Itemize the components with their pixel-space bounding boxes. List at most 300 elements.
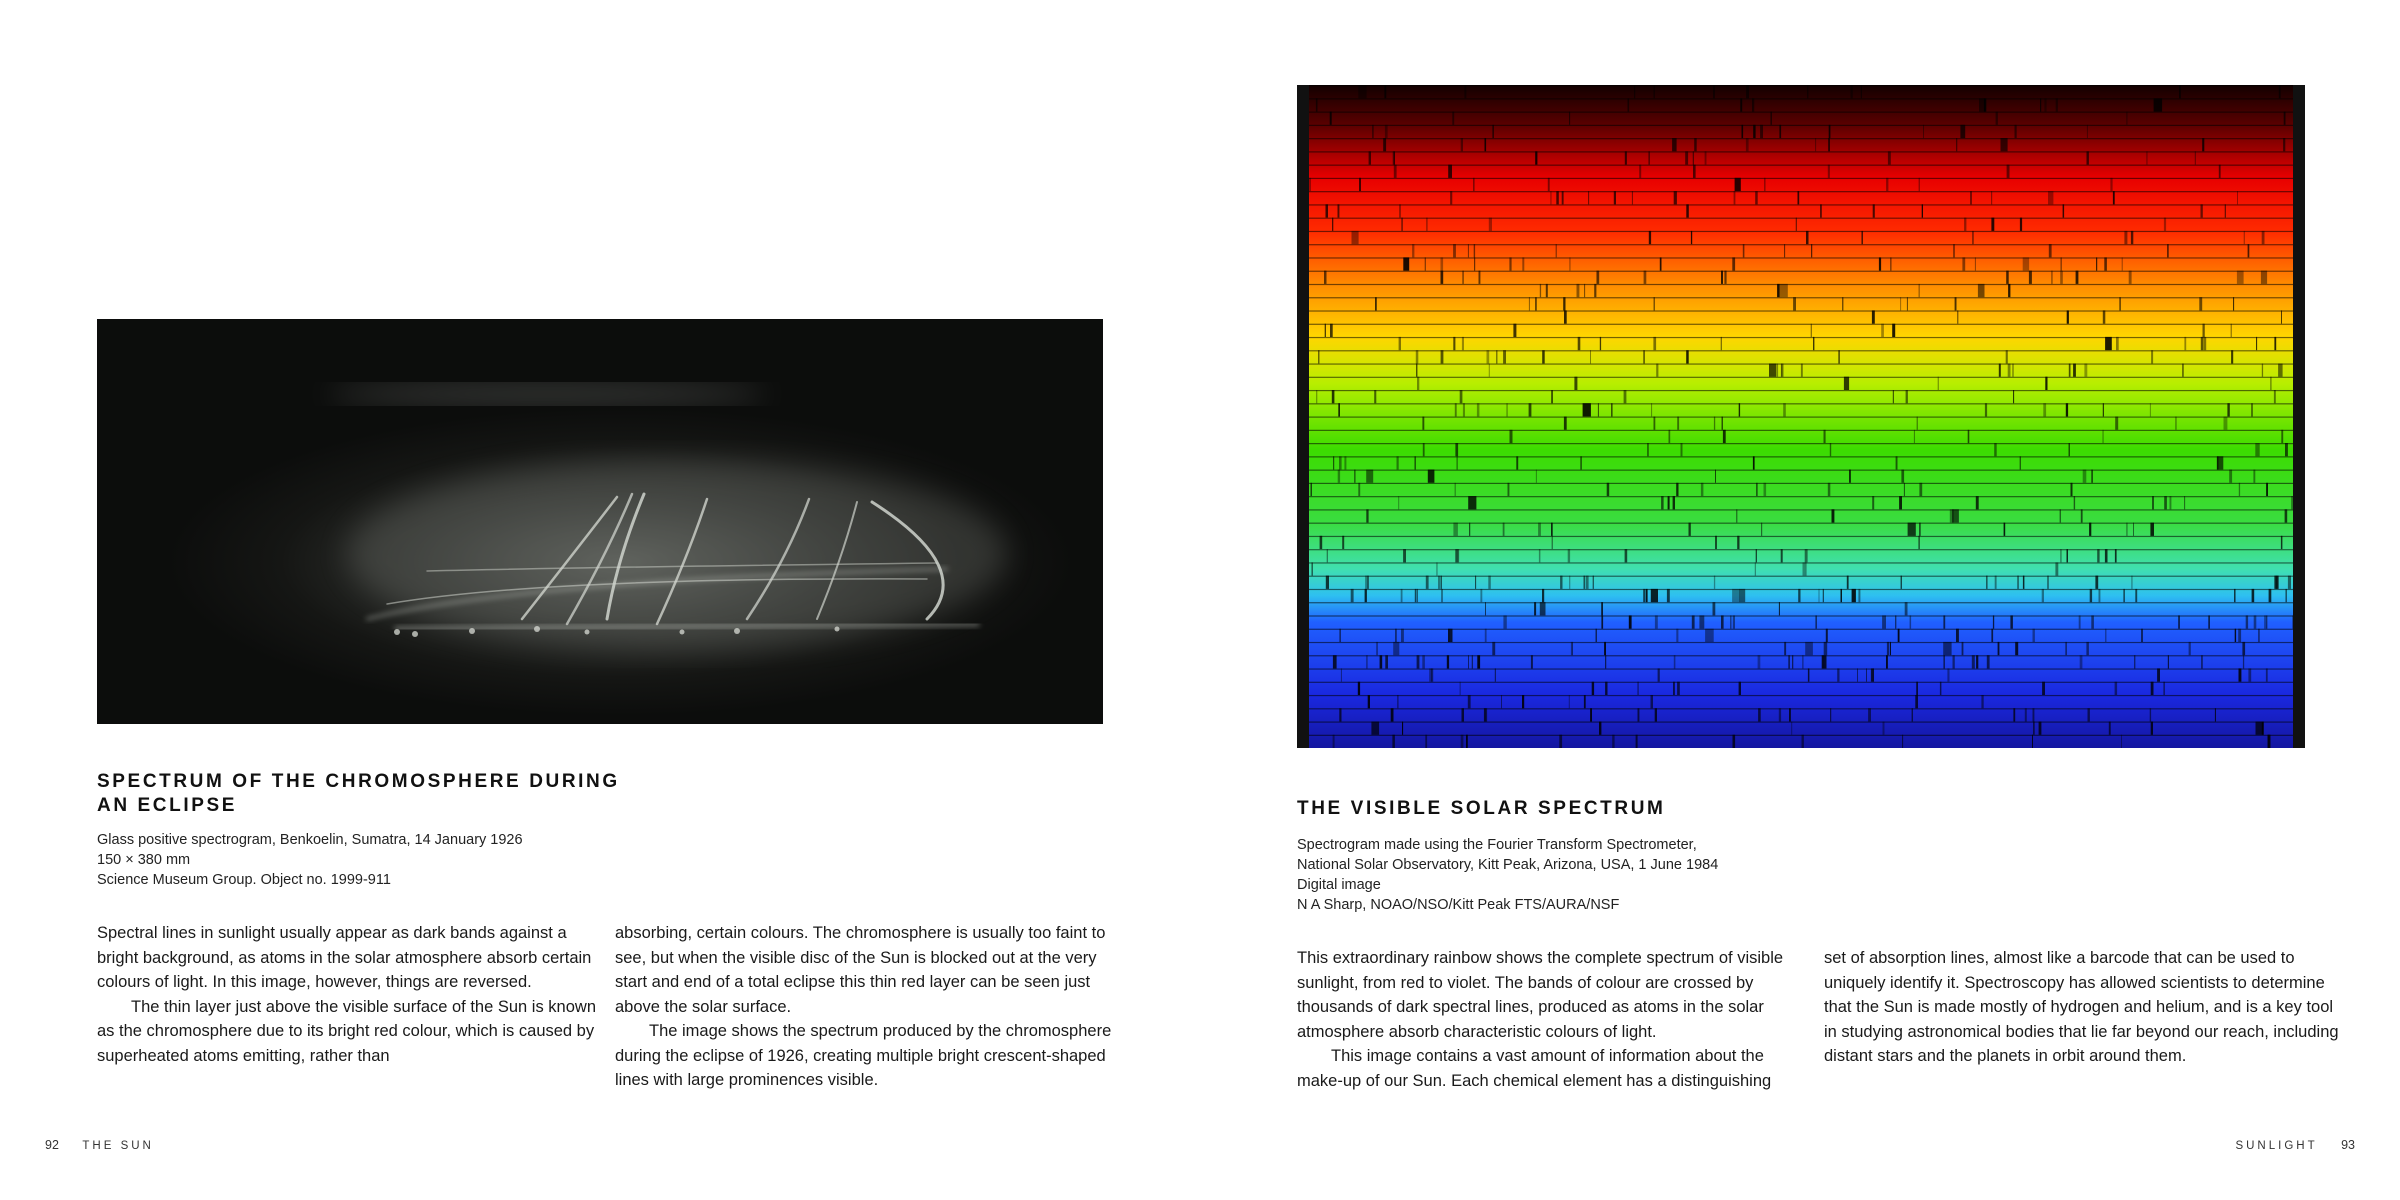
spectrum-absorption-line bbox=[2015, 642, 2018, 655]
spectrum-absorption-line bbox=[1705, 629, 1714, 642]
spectrum-absorption-line bbox=[2270, 377, 2271, 390]
spectrum-absorption-line bbox=[1538, 523, 1541, 536]
spectrum-absorption-line bbox=[1656, 364, 1658, 377]
spectrum-row-separator bbox=[1309, 310, 2293, 311]
spectrum-absorption-line bbox=[1705, 151, 1707, 164]
spectrum-absorption-line bbox=[1584, 284, 1585, 297]
spectrum-absorption-line bbox=[1468, 496, 1476, 509]
spectrum-absorption-line bbox=[1824, 655, 1827, 668]
spectrum-absorption-line bbox=[1912, 708, 1913, 721]
spectrum-absorption-line bbox=[2073, 364, 2076, 377]
spectrum-absorption-line bbox=[2123, 589, 2125, 602]
spectrum-absorption-line bbox=[2151, 722, 2153, 735]
spectrum-absorption-line bbox=[1740, 98, 1742, 111]
spectrum-absorption-line bbox=[2239, 668, 2242, 681]
spectrum-absorption-line bbox=[1380, 655, 1383, 668]
spectrum-absorption-line bbox=[2047, 576, 2048, 589]
spectrum-absorption-line bbox=[2231, 324, 2232, 337]
spectrum-absorption-line bbox=[2060, 257, 2062, 270]
spectrum-absorption-line bbox=[1320, 536, 1323, 549]
spectrum-absorption-line bbox=[1636, 735, 1638, 748]
spectrum-absorption-line bbox=[1496, 350, 1498, 363]
spectrum-absorption-line bbox=[1477, 655, 1480, 668]
spectrum-absorption-line bbox=[1452, 112, 1454, 125]
spectrum-absorption-line bbox=[1397, 456, 1399, 469]
spectrum-absorption-line bbox=[1550, 191, 1551, 204]
spectrum-absorption-line bbox=[1796, 218, 1797, 231]
spectrum-absorption-line bbox=[2023, 257, 2029, 270]
spectrum-absorption-line bbox=[2067, 310, 2069, 323]
spectrum-absorption-line bbox=[1612, 735, 1614, 748]
spectrum-absorption-line bbox=[1919, 178, 1920, 191]
spectrum-absorption-line bbox=[1580, 456, 1582, 469]
spectrum-absorption-line bbox=[1736, 509, 1737, 522]
spectrum-absorption-line bbox=[1917, 417, 1918, 430]
spectrum-absorption-line bbox=[1485, 629, 1487, 642]
spectrum-absorption-line bbox=[1801, 364, 1803, 377]
spectrum-absorption-line bbox=[1578, 337, 1581, 350]
spectrum-absorption-line bbox=[2255, 443, 2259, 456]
spectrum-absorption-line bbox=[1472, 655, 1473, 668]
right-caption-title: THE VISIBLE SOLAR SPECTRUM bbox=[1297, 798, 1666, 819]
spectrum-absorption-line bbox=[1899, 496, 1902, 509]
spectrum-row-separator bbox=[1309, 642, 2293, 643]
spectrum-absorption-line bbox=[2163, 682, 2165, 695]
spectrum-absorption-line bbox=[2045, 377, 2047, 390]
spectrum-absorption-line bbox=[2039, 722, 2042, 735]
spectrum-absorption-line bbox=[1776, 364, 1778, 377]
spectrum-absorption-line bbox=[2008, 284, 2010, 297]
spectrum-absorption-line bbox=[1677, 682, 1680, 695]
spectrum-row-separator bbox=[1309, 297, 2293, 298]
spectrum-absorption-line bbox=[1746, 138, 1749, 151]
spectrum-absorption-line bbox=[2080, 655, 2083, 668]
spectrum-absorption-line bbox=[2154, 98, 2163, 111]
spectrum-row-separator bbox=[1309, 271, 2293, 272]
spectrum-absorption-line bbox=[1764, 483, 1767, 496]
spectrum-absorption-line bbox=[1689, 523, 1691, 536]
spectrum-absorption-line bbox=[1755, 562, 1756, 575]
spectrum-absorption-line bbox=[1333, 655, 1337, 668]
spectrum-absorption-line bbox=[1542, 589, 1544, 602]
spectrum-absorption-line bbox=[1721, 337, 1722, 350]
spectrum-absorption-line bbox=[1448, 165, 1452, 178]
spectrum-row-separator bbox=[1309, 284, 2293, 285]
spectrum-absorption-line bbox=[1462, 708, 1465, 721]
spectrum-absorption-line bbox=[1861, 85, 1862, 98]
spectrum-absorption-line bbox=[2113, 191, 2115, 204]
spectrum-absorption-line bbox=[1340, 629, 1341, 642]
spectrum-absorption-line bbox=[2182, 364, 2183, 377]
spectrum-absorption-line bbox=[2246, 615, 2248, 628]
spectrum-row-separator bbox=[1309, 470, 2293, 471]
spectrum-absorption-line bbox=[1569, 576, 1570, 589]
spectrum-absorption-line bbox=[1832, 509, 1835, 522]
spectrum-absorption-line bbox=[1450, 629, 1452, 642]
spectrum-absorption-line bbox=[2042, 589, 2044, 602]
spectrum-absorption-line bbox=[1915, 695, 1918, 708]
spectrum-absorption-line bbox=[1947, 668, 1949, 681]
spectrum-row-separator bbox=[1309, 125, 2293, 126]
spectrum-absorption-line bbox=[1412, 244, 1414, 257]
spectrum-absorption-line bbox=[1327, 549, 1328, 562]
left-caption-title-line1: SPECTRUM OF THE CHROMOSPHERE DURING bbox=[97, 771, 620, 792]
spectrum-absorption-line bbox=[1423, 443, 1425, 456]
spectrum-absorption-line bbox=[1448, 629, 1450, 642]
spectrum-absorption-line bbox=[1779, 125, 1781, 138]
spectrum-absorption-line bbox=[1686, 204, 1689, 217]
spectrum-absorption-line bbox=[2231, 350, 2233, 363]
spectrum-absorption-line bbox=[1624, 390, 1627, 403]
spectrum-row-separator bbox=[1309, 602, 2293, 603]
left-body-column-1 bbox=[97, 921, 597, 1068]
spectrum-absorption-line bbox=[1824, 430, 1826, 443]
spectrum-absorption-line bbox=[1468, 695, 1471, 708]
spectrum-absorption-line bbox=[1957, 310, 1958, 323]
spectrum-absorption-line bbox=[1324, 271, 1327, 284]
spectrum-absorption-line bbox=[1734, 191, 1736, 204]
spectrum-absorption-line bbox=[1647, 443, 1649, 456]
spectrum-absorption-line bbox=[1873, 204, 1875, 217]
spectrum-absorption-line bbox=[1468, 655, 1469, 668]
spectrum-absorption-line bbox=[1436, 562, 1437, 575]
spectrum-absorption-line bbox=[1975, 257, 1976, 270]
spectrum-absorption-line bbox=[2013, 708, 2015, 721]
spectrum-absorption-line bbox=[2013, 390, 2014, 403]
spectrum-absorption-line bbox=[2151, 350, 2153, 363]
spectrum-absorption-line bbox=[1551, 390, 1553, 403]
spectrum-absorption-line bbox=[2278, 364, 2283, 377]
spectrum-absorption-line bbox=[1791, 722, 1792, 735]
spectrum-absorption-line bbox=[1906, 390, 1908, 403]
spectrum-row-separator bbox=[1309, 257, 2293, 258]
spectrum-row-separator bbox=[1309, 735, 2293, 736]
spectrum-absorption-line bbox=[1968, 430, 1970, 443]
spectrum-absorption-line bbox=[1428, 470, 1435, 483]
spectrum-absorption-line bbox=[2099, 589, 2101, 602]
spectrum-absorption-line bbox=[1480, 589, 1482, 602]
spectrum-absorption-line bbox=[1649, 151, 1650, 164]
spectrum-absorption-line bbox=[1673, 682, 1675, 695]
spectrum-absorption-line bbox=[1995, 576, 1997, 589]
spectrum-absorption-line bbox=[1771, 112, 1772, 125]
spectrum-absorption-line bbox=[1999, 364, 2001, 377]
spectrum-absorption-line bbox=[1660, 257, 1662, 270]
spectrum-absorption-line bbox=[2013, 364, 2014, 377]
spectrum-absorption-line bbox=[1568, 549, 1570, 562]
spectrum-row-separator bbox=[1309, 390, 2293, 391]
spectrum-absorption-line bbox=[2237, 271, 2244, 284]
spectrum-absorption-line bbox=[2170, 496, 2172, 509]
spectrum-absorption-line bbox=[2266, 615, 2267, 628]
spectrum-absorption-line bbox=[2006, 271, 2009, 284]
spectrum-absorption-line bbox=[1503, 615, 1506, 628]
spectrum-absorption-line bbox=[1838, 350, 1840, 363]
spectrum-absorption-line bbox=[2253, 470, 2255, 483]
spectrum-absorption-line bbox=[1596, 629, 1598, 642]
spectrum-absorption-line bbox=[1629, 615, 1632, 628]
spectrum-absorption-line bbox=[2025, 708, 2027, 721]
spectrum-absorption-line bbox=[1391, 708, 1394, 721]
spectrum-absorption-line bbox=[1634, 85, 1635, 98]
spectrum-absorption-line bbox=[1887, 642, 1889, 655]
spectrum-absorption-line bbox=[1426, 576, 1429, 589]
spectrum-row-separator bbox=[1309, 191, 2293, 192]
spectrum-absorption-line bbox=[2119, 297, 2121, 310]
spectrum-absorption-line bbox=[1649, 231, 1651, 244]
spectrum-absorption-line bbox=[1546, 284, 1548, 297]
spectrum-absorption-line bbox=[2262, 364, 2263, 377]
spectrum-absorption-line bbox=[2086, 642, 2089, 655]
spectrum-absorption-line bbox=[1469, 523, 1470, 536]
spectrum-absorption-line bbox=[1556, 244, 1557, 257]
spectrum-row-separator bbox=[1309, 165, 2293, 166]
spectrum-absorption-line bbox=[1485, 138, 1487, 151]
spectrum-absorption-line bbox=[1401, 589, 1403, 602]
spectrum-absorption-line bbox=[1605, 655, 1606, 668]
spectrum-absorption-line bbox=[2043, 682, 2045, 695]
left-caption-meta-1: Glass positive spectrogram, Benkoelin, Sumatra, 14 January 1926 bbox=[97, 832, 523, 848]
spectrum-absorption-line bbox=[2258, 629, 2259, 642]
spectrum-absorption-line bbox=[2284, 112, 2286, 125]
spectrum-absorption-line bbox=[2060, 509, 2061, 522]
spectrum-absorption-line bbox=[2010, 615, 2013, 628]
spectrum-absorption-line bbox=[1599, 722, 1601, 735]
spectrum-absorption-line bbox=[2229, 470, 2232, 483]
spectrum-absorption-line bbox=[1852, 589, 1856, 602]
spectrum-absorption-line bbox=[2189, 642, 2191, 655]
spectrum-absorption-line bbox=[2150, 523, 2154, 536]
spectrum-absorption-line bbox=[1986, 576, 1988, 589]
spectrum-absorption-line bbox=[1851, 85, 1853, 98]
spectrum-absorption-line bbox=[1383, 138, 1386, 151]
spectrum-absorption-line bbox=[1916, 682, 1918, 695]
spectrum-absorption-line bbox=[2199, 297, 2202, 310]
spectrum-absorption-line bbox=[1849, 470, 1851, 483]
spectrum-absorption-line bbox=[2061, 549, 2062, 562]
spectrum-absorption-line bbox=[2168, 655, 2169, 668]
spectrum-absorption-line bbox=[1333, 735, 1335, 748]
spectrum-absorption-line bbox=[1862, 231, 1863, 244]
right-caption-meta-1: Spectrogram made using the Fourier Transform Spectrometer, bbox=[1297, 837, 1697, 853]
spectrum-absorption-line bbox=[2251, 403, 2253, 416]
spectrum-absorption-line bbox=[1713, 85, 1714, 98]
spectrum-absorption-line bbox=[1607, 483, 1610, 496]
spectrum-absorption-line bbox=[2215, 708, 2216, 721]
spectrum-absorption-line bbox=[1783, 403, 1786, 416]
spectrum-absorption-line bbox=[1489, 364, 1490, 377]
spectrum-absorption-line bbox=[1991, 629, 1993, 642]
spectrum-row-separator bbox=[1309, 350, 2293, 351]
spectrum-absorption-line bbox=[1358, 682, 1360, 695]
spectrum-absorption-line bbox=[1784, 642, 1786, 655]
spectrum-absorption-line bbox=[1392, 735, 1395, 748]
spectrum-absorption-line bbox=[2179, 85, 2181, 98]
spectrum-absorption-line bbox=[2097, 549, 2099, 562]
spectrum-absorption-line bbox=[1758, 708, 1761, 721]
spectrum-absorption-line bbox=[2184, 496, 2185, 509]
spectrum-absorption-line bbox=[1819, 589, 1820, 602]
spectrum-absorption-line bbox=[1882, 615, 1886, 628]
spectrum-absorption-line bbox=[1569, 112, 1570, 125]
spectrum-absorption-line bbox=[1556, 191, 1559, 204]
spectrum-absorption-line bbox=[1781, 549, 1783, 562]
spectrum-absorption-line bbox=[1956, 138, 1957, 151]
spectrum-absorption-line bbox=[2124, 231, 2127, 244]
spectrum-absorption-line bbox=[1316, 390, 1317, 403]
left-col2-paragraph-1: absorbing, certain colours. The chromosphere is usually too faint to see, but when the visible disc of the Sun is blocked out at the very start and end of a total eclipse this thin red layer can be seen just above the solar surface. bbox=[615, 924, 1106, 1016]
spectrum-absorption-line bbox=[1489, 218, 1492, 231]
spectrum-absorption-line bbox=[1399, 337, 1401, 350]
spectrum-absorption-line bbox=[1908, 523, 1916, 536]
spectrum-absorption-line bbox=[1991, 218, 1994, 231]
spectrum-absorption-line bbox=[1338, 204, 1340, 217]
spectrum-absorption-line bbox=[1998, 642, 2000, 655]
spectrum-row-separator bbox=[1309, 337, 2293, 338]
spectrum-absorption-line bbox=[1492, 642, 1495, 655]
spectrum-absorption-line bbox=[1326, 204, 1329, 217]
spectrum-absorption-line bbox=[2202, 138, 2204, 151]
spectrum-absorption-line bbox=[1962, 642, 1964, 655]
spectrum-absorption-line bbox=[2293, 615, 2294, 628]
spectrum-absorption-line bbox=[2006, 350, 2008, 363]
spectrum-absorption-line bbox=[2227, 403, 2229, 416]
spectrum-absorption-line bbox=[2133, 523, 2134, 536]
spectrum-absorption-line bbox=[1737, 536, 1739, 549]
spectrum-row-separator bbox=[1309, 138, 2293, 139]
spectrum-absorption-line bbox=[1441, 257, 1444, 270]
spectrum-absorption-line bbox=[1552, 536, 1553, 549]
spectrum-absorption-line bbox=[1513, 324, 1516, 337]
spectrum-absorption-line bbox=[1593, 576, 1594, 589]
spectrum-absorption-line bbox=[1956, 629, 1959, 642]
spectrum-absorption-line bbox=[2266, 668, 2268, 681]
spectrum-absorption-line bbox=[1952, 509, 1959, 522]
spectrum-absorption-line bbox=[1632, 191, 1633, 204]
spectrum-absorption-line bbox=[2103, 430, 2104, 443]
spectrum-absorption-line bbox=[1542, 350, 1545, 363]
spectrum-absorption-line bbox=[1837, 668, 1839, 681]
spectrum-absorption-line bbox=[1651, 695, 1654, 708]
spectrum-absorption-line bbox=[1395, 629, 1396, 642]
spectrum-row-separator bbox=[1309, 151, 2293, 152]
spectrum-absorption-line bbox=[2274, 576, 2277, 589]
spectrum-absorption-line bbox=[1417, 589, 1418, 602]
spectrum-row-separator bbox=[1309, 615, 2293, 616]
left-col2-paragraph-2: The image shows the spectrum produced by the chromosphere during the eclipse of 1926, creating multiple bright crescent-shaped lines with large prominences visible. bbox=[615, 1022, 1112, 1089]
spectrum-absorption-line bbox=[1808, 668, 1810, 681]
spectrum-absorption-line bbox=[1667, 589, 1670, 602]
spectrum-absorption-line bbox=[2109, 722, 2111, 735]
spectrum-absorption-line bbox=[1923, 125, 1924, 138]
spectrum-absorption-line bbox=[2015, 125, 2017, 138]
spectrum-absorption-line bbox=[1722, 417, 1724, 430]
spectrum-absorption-line bbox=[1503, 523, 1505, 536]
spectrum-absorption-line bbox=[1540, 602, 1546, 615]
spectrum-absorption-line bbox=[2023, 576, 2025, 589]
spectrum-absorption-line bbox=[1672, 138, 1677, 151]
spectrum-absorption-line bbox=[1474, 178, 1475, 191]
spectrum-absorption-line bbox=[2105, 549, 2108, 562]
spectrum-absorption-line bbox=[1529, 403, 1532, 416]
spectrum-absorption-line bbox=[1453, 244, 1456, 257]
spectrum-absorption-line bbox=[1455, 443, 1458, 456]
spectrum-absorption-line bbox=[1352, 231, 1359, 244]
spectrum-absorption-line bbox=[1535, 297, 1536, 310]
spectrum-absorption-line bbox=[1960, 125, 1965, 138]
spectrum-absorption-line bbox=[1654, 417, 1656, 430]
spectrum-row-separator bbox=[1309, 231, 2293, 232]
spectrum-absorption-line bbox=[2203, 324, 2205, 337]
spectrum-absorption-line bbox=[1816, 615, 1817, 628]
spectrum-absorption-line bbox=[1422, 655, 1425, 668]
spectrum-absorption-line bbox=[1674, 191, 1677, 204]
spectrum-absorption-line bbox=[1694, 138, 1697, 151]
spectrum-absorption-line bbox=[1753, 125, 1755, 138]
spectrum-absorption-line bbox=[1326, 576, 1329, 589]
spectrum-absorption-line bbox=[1351, 589, 1354, 602]
spectrum-absorption-line bbox=[2104, 257, 2107, 270]
spectrum-row-separator bbox=[1309, 629, 2293, 630]
spectrum-absorption-line bbox=[1455, 483, 1456, 496]
spectrum-absorption-line bbox=[2281, 430, 2283, 443]
spectrum-absorption-line bbox=[1594, 284, 1596, 297]
spectrum-absorption-line bbox=[2141, 629, 2143, 642]
spectrum-absorption-line bbox=[1857, 668, 1858, 681]
right-page-number: 93 bbox=[2341, 1138, 2355, 1152]
spectrum-absorption-line bbox=[1416, 364, 1417, 377]
spectrum-absorption-line bbox=[1488, 576, 1491, 589]
spectrum-absorption-line bbox=[2105, 629, 2107, 642]
spectrum-absorption-line bbox=[1539, 549, 1541, 562]
spectrum-absorption-line bbox=[1907, 297, 1908, 310]
spectrum-absorption-line bbox=[2116, 337, 2119, 350]
spectrum-absorption-line bbox=[1651, 403, 1652, 416]
spectrum-absorption-line bbox=[1676, 629, 1678, 642]
spectrum-absorption-line bbox=[1985, 403, 1987, 416]
spectrum-absorption-line bbox=[1792, 655, 1793, 668]
spectrum-absorption-line bbox=[1938, 377, 1939, 390]
spectrum-absorption-line bbox=[2175, 417, 2177, 430]
spectrum-absorption-line bbox=[1896, 456, 1898, 469]
left-caption-meta-2: 150 × 380 mm bbox=[97, 852, 191, 868]
spectrum-absorption-line bbox=[1815, 138, 1816, 151]
spectrum-absorption-line bbox=[1596, 271, 1599, 284]
spectrum-absorption-line bbox=[1943, 642, 1951, 655]
spectrum-absorption-line bbox=[2081, 509, 2083, 522]
spectrum-absorption-line bbox=[2020, 456, 2021, 469]
spectrum-row-separator bbox=[1309, 496, 2293, 497]
spectrum-absorption-line bbox=[1881, 324, 1884, 337]
spectrum-absorption-line bbox=[1798, 191, 1800, 204]
spectrum-absorption-line bbox=[1668, 496, 1670, 509]
spectrum-absorption-line bbox=[1673, 496, 1675, 509]
spectrum-absorption-line bbox=[1811, 324, 1812, 337]
spectrum-absorption-line bbox=[2103, 403, 2104, 416]
spectrum-absorption-line bbox=[1895, 615, 1896, 628]
spectrum-absorption-line bbox=[2239, 483, 2240, 496]
spectrum-absorption-line bbox=[2029, 271, 2032, 284]
spectrum-absorption-line bbox=[2164, 496, 2167, 509]
spectrum-absorption-line bbox=[1701, 483, 1704, 496]
spectrum-absorption-line bbox=[1651, 589, 1658, 602]
spectrum-absorption-line bbox=[1516, 456, 1518, 469]
spectrum-absorption-line bbox=[1447, 655, 1449, 668]
spectrum-row-separator bbox=[1309, 178, 2293, 179]
spectrum-absorption-line bbox=[1955, 297, 1957, 310]
spectrum-absorption-line bbox=[2288, 576, 2291, 589]
spectrum-absorption-line bbox=[1779, 708, 1781, 721]
